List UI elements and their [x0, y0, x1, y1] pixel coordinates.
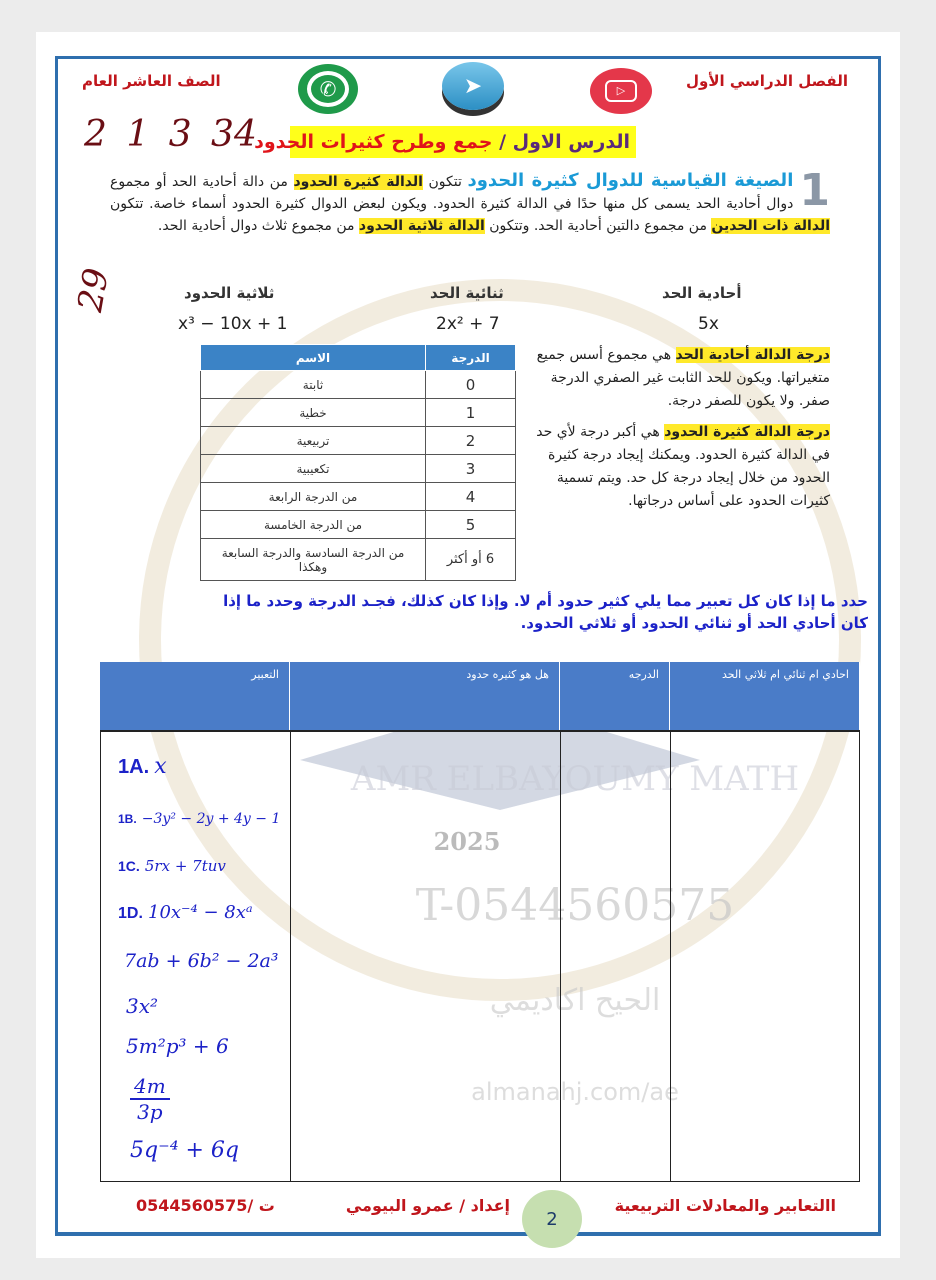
item-expression: 10x⁻⁴ − 8xᵃ	[148, 902, 253, 923]
denominator: 3p	[137, 1100, 163, 1124]
degree-table	[200, 344, 516, 581]
item-fraction	[130, 1074, 170, 1124]
watermark-arabic: الحيح اكاديمي	[489, 983, 661, 1018]
handwritten-note-side: 29	[70, 265, 118, 315]
table-row	[201, 539, 516, 581]
term-binomial: الدالة ذات الحدين	[711, 218, 830, 234]
question-line-1: حدد ما إذا كان كل تعبير مما يلي كثير حدود أم لا. وإذا كان كذلك، فجـد الدرجة وحدد ما إذا	[223, 592, 868, 610]
cell: من الدرجة الخامسة	[201, 511, 426, 539]
text: هي مجموع أسس جميع متغيراتها. ويكون للحد الثابت غير الصفري الدرجة صفر. ولا يكون للصفر درجة.	[536, 347, 830, 409]
footer-author: إعداد / عمرو البيومي	[345, 1196, 510, 1215]
cell: 1	[426, 399, 516, 427]
cell: خطية	[201, 399, 426, 427]
cell: من الدرجة السادسة والدرجة السابعة وهكذا	[201, 539, 426, 581]
question-line-2: كان أحادي الحد أو ثنائي الحدود أو ثلاثي الحدود.	[520, 614, 868, 632]
section-heading: الصيغة القياسية للدوال كثيرة الحدود	[467, 170, 794, 191]
footer-topic: االتعابير والمعادلات التربيعية	[614, 1196, 836, 1215]
degree-definitions	[528, 344, 830, 513]
header-degree: الدرجة	[426, 345, 516, 371]
header-expression: التعبير	[100, 662, 290, 730]
lesson-number: الدرس الاول /	[492, 131, 630, 153]
header-degree: الدرجه	[560, 662, 670, 730]
table-row	[201, 399, 516, 427]
text: من دالة أحادية الحد أو مجموع دوال أحادية الحد يسمى كل منها حدًا في الدالة كثيرة الحدود. ويكون لبعض الدوال كثيرة الحدود أسماء خاصة. تتكون	[110, 174, 794, 212]
item-label: 1D.	[118, 905, 143, 922]
cell: 4	[426, 483, 516, 511]
cell: تربيعية	[201, 427, 426, 455]
page-number: 2	[522, 1190, 582, 1248]
example-label-binomial: ثنائية الحد	[430, 284, 504, 302]
item-label: 1B.	[118, 812, 137, 826]
text: تتكون	[422, 174, 468, 190]
type-answer-cell[interactable]	[670, 730, 860, 1182]
item-1c	[118, 856, 226, 875]
item-1a	[118, 754, 167, 779]
example-trinomial: x³ − 10x + 1	[178, 314, 288, 334]
term: درجة الدالة أحادية الحد	[675, 347, 830, 363]
example-label-trinomial: ثلاثية الحدود	[184, 284, 275, 302]
whatsapp-icon[interactable]: ✆	[298, 64, 358, 114]
cell: 2	[426, 427, 516, 455]
item-expression: 5q⁻⁴ + 6q	[130, 1138, 240, 1163]
table-row	[201, 455, 516, 483]
cell: تكعيبية	[201, 455, 426, 483]
item-1b	[118, 808, 280, 827]
phone-text: 0544560575/ ت	[136, 1196, 275, 1215]
grade-label: الصف العاشر العام	[82, 72, 221, 90]
item-label: 1A.	[118, 756, 150, 778]
telegram-icon[interactable]: ➤	[442, 62, 504, 110]
item-expression: x	[154, 754, 167, 779]
header-name: الاسم	[201, 345, 426, 371]
definition-monomial-degree	[528, 344, 830, 413]
watermark-year: 2025	[433, 827, 501, 856]
watermark-ring-text: AMR ELBAYOUMY MATH	[350, 759, 800, 799]
watermark-phone: T-0544560575	[415, 880, 735, 931]
example-label-monomial: أحادية الحد	[662, 284, 742, 302]
text: من مجموع ثلاث دوال أحادية الحد.	[157, 218, 359, 234]
cell: 5	[426, 511, 516, 539]
table-row	[201, 371, 516, 399]
footer-phone	[136, 1196, 275, 1215]
item-label: 1C.	[118, 858, 140, 874]
term-trinomial: الدالة ثلاثية الحدود	[358, 218, 485, 234]
item-expression: 7ab + 6b² − 2a³	[124, 950, 279, 972]
cell: 6 أو أكثر	[426, 539, 516, 581]
handwritten-note-top: 2 1 3 34	[84, 114, 257, 155]
youtube-icon[interactable]: ▷	[590, 68, 652, 114]
lesson-title	[254, 126, 636, 158]
cell: من الدرجة الرابعة	[201, 483, 426, 511]
cell: 0	[426, 371, 516, 399]
semester-label: الفصل الدراسي الأول	[686, 72, 848, 90]
table-row	[201, 511, 516, 539]
degree-answer-cell[interactable]	[560, 730, 671, 1182]
question-instructions	[96, 590, 868, 634]
example-monomial: 5x	[698, 314, 719, 334]
cell: 3	[426, 455, 516, 483]
cell: ثابتة	[201, 371, 426, 399]
header-is-polynomial: هل هو كثيره حدود	[290, 662, 560, 730]
lesson-name: جمع وطرح كثيرات الحدود	[254, 131, 493, 153]
term-polynomial: الدالة كثيرة الحدود	[293, 174, 423, 190]
example-binomial: 2x² + 7	[436, 314, 500, 334]
item-expression: −3y² − 2y + 4y − 1	[141, 811, 281, 827]
definition-polynomial-degree	[528, 421, 830, 513]
intro-paragraph	[110, 165, 830, 237]
term: درجة الدالة كثيرة الحدود	[664, 424, 830, 440]
item-expression: 5rx + 7tuv	[144, 857, 226, 875]
numerator: 4m	[130, 1074, 170, 1100]
section-number: 1	[799, 165, 830, 216]
table-row	[201, 427, 516, 455]
is-polynomial-answer-cell[interactable]	[290, 730, 561, 1182]
item-expression: 5m²p³ + 6	[126, 1034, 229, 1058]
text: من مجموع دالتين أحادية الحد. وتتكون	[484, 218, 712, 234]
header-type: احادي ام ثنائي ام ثلاثي الحد	[670, 662, 860, 730]
table-row	[201, 483, 516, 511]
item-1d	[118, 902, 253, 923]
watermark-site: almanahj.com/ae	[471, 1078, 679, 1106]
item-expression: 3x²	[126, 994, 159, 1018]
text: هي أكبر درجة لأي حد في الدالة كثيرة الحدود. ويمكنك إيجاد درجة كثيرة الحدود من خلال إيجاد درجة كل حد. ويتم تسمية كثيرات الحدود على أساس درجاتها.	[536, 424, 830, 509]
